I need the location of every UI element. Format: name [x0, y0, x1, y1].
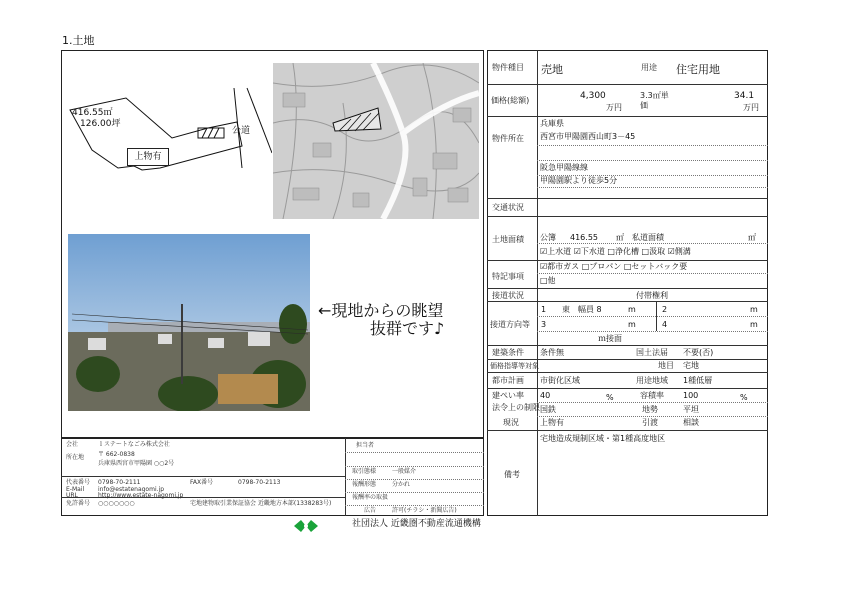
status-value: 上物有 — [540, 418, 564, 427]
company-fax-label: FAX番号 — [190, 479, 214, 486]
terrain-label: 地勢 — [642, 405, 658, 414]
road-1-width: 幅員 8 — [578, 305, 602, 314]
company-guarantee: 宅地建物取引業保証協会 近畿地方本部(1338283号) — [190, 500, 332, 507]
special-1: ☑都市ガス □プロパン □セットバック要 — [540, 262, 688, 271]
zoning-value: 1種低層 — [683, 376, 713, 385]
photo-caption-2: 抜群です♪ — [370, 319, 445, 338]
remarks-label: 備考 — [504, 470, 520, 479]
bcr-unit: % — [606, 393, 614, 402]
land-act-label: 国土法届 — [636, 348, 668, 357]
bcr-value: 40 — [540, 391, 551, 400]
private-road-label: 私道面積 — [632, 233, 664, 242]
trade-value: 一般媒介 — [392, 468, 417, 475]
utilities: ☑上水道 ☑下水道 □浄化槽 □汲取 ☑側溝 — [540, 247, 691, 256]
zoning-label: 用途地域 — [636, 376, 668, 385]
unit-price-unit: 万円 — [743, 103, 759, 112]
commission-label: 報酬形態 — [352, 481, 377, 488]
legal-value: 国鉄 — [540, 405, 556, 414]
company-name: ｌステートなごみ株式会社 — [98, 441, 170, 448]
special-label: 特記事項 — [492, 272, 524, 281]
type-label: 物件種目 — [492, 63, 524, 72]
company-tel-label: 代表番号 — [66, 479, 91, 486]
price-label: 価格(総額) — [491, 96, 530, 105]
road-2-no: 2 — [662, 305, 668, 314]
access-value: 付帯権利 — [636, 291, 668, 300]
terrain-value: 平坦 — [683, 405, 699, 414]
company-tel: 0798-70-2111 — [98, 479, 141, 486]
delivery-value: 相談 — [683, 418, 699, 427]
sketch-area-sqm: 416.55㎡ — [72, 108, 113, 118]
company-address: 兵庫県西宮市甲陽園 ○○2号 — [98, 460, 175, 467]
unit-price-value: 34.1 — [734, 91, 755, 101]
land-act-value: 不要(否) — [683, 348, 714, 357]
use-label: 用途 — [641, 63, 657, 72]
land-type-value: 宅地 — [683, 361, 699, 370]
section-title: 1.土地 — [62, 34, 95, 47]
legal-label: 法令上の制限 — [492, 403, 540, 412]
trade-label: 取引態様 — [352, 468, 377, 475]
road-1-dir: 東 — [562, 305, 570, 314]
land-sketch — [62, 58, 272, 218]
road-4-unit: m — [750, 320, 758, 329]
organization-logo-icon — [292, 518, 320, 534]
unit-price-label: 3.3㎡単価 — [640, 91, 669, 110]
address: 西宮市甲陽園西山町3－45 — [540, 132, 636, 141]
site-photo — [68, 234, 310, 411]
use-value: 住宅用地 — [676, 63, 720, 76]
road-label: 接道方向等 — [490, 320, 530, 329]
build-cond-value: 条件無 — [540, 348, 564, 357]
land-area-unit: ㎡ — [616, 233, 624, 242]
city-plan-value: 市街化区域 — [540, 376, 580, 385]
sketch-area — [72, 108, 121, 130]
company-url[interactable]: http://www.estate-nagomi.jp — [98, 492, 184, 499]
road-4-no: 4 — [662, 320, 668, 329]
road-3-unit: m — [628, 320, 636, 329]
access-label: 接道状況 — [492, 291, 524, 300]
status-label: 現況 — [503, 418, 519, 427]
sketch-building-label: 上物有 — [127, 148, 169, 166]
company-fax: 0798-70-2113 — [238, 479, 281, 486]
special-2: □他 — [540, 276, 556, 285]
company-address-label: 所在地 — [66, 454, 85, 461]
price-fix-label: 価格指導等対象 — [490, 362, 539, 370]
build-cond-label: 建築条件 — [492, 348, 524, 357]
location-label: 物件所在 — [492, 134, 524, 143]
sketch-public-road: 公道 — [232, 126, 251, 136]
sketch-area-tsubo: 126.00坪 — [80, 119, 121, 129]
bcr-label: 建ぺい率 — [492, 391, 524, 400]
footer-org: 社団法人 近畿圏不動産流通機構 — [352, 519, 481, 529]
ad-value: 許可(チラシ・新聞広告) — [392, 507, 457, 514]
land-area-public: 公簿 — [540, 233, 556, 242]
delivery-label: 引渡 — [642, 418, 658, 427]
road-1-no: 1 — [541, 305, 547, 314]
listing-table — [487, 50, 768, 516]
company-url-label: URL — [66, 492, 78, 499]
price-unit: 万円 — [606, 103, 622, 112]
company-zip: 〒 662-0838 — [98, 451, 135, 458]
photo-caption-1: ←現地からの眺望 — [318, 301, 444, 320]
type-value: 売地 — [541, 63, 563, 76]
station-distance: 甲陽園駅より徒歩5分 — [540, 176, 618, 185]
transport-label: 交通状況 — [492, 203, 524, 212]
ad-label: 広告 — [364, 507, 377, 514]
company-mail[interactable]: info@estatenagomi.jp — [98, 486, 164, 493]
far-label: 容積率 — [640, 391, 664, 400]
city-plan-label: 都市計画 — [492, 376, 524, 385]
company-name-label: 会社 — [66, 441, 79, 448]
train-line: 阪急甲陽線線 — [540, 163, 588, 172]
location-map — [273, 63, 479, 219]
land-type-label: 地目 — [658, 361, 674, 370]
far-value: 100 — [683, 391, 699, 400]
price-value: 4,300 — [580, 91, 606, 101]
road-2-unit: m — [750, 305, 758, 314]
land-area-value: 416.55 — [570, 233, 598, 242]
land-area-label: 土地面積 — [492, 235, 524, 244]
private-road-unit: ㎡ — [748, 233, 756, 242]
company-mail-label: E-Mail — [66, 486, 85, 493]
road-3-no: 3 — [541, 320, 547, 329]
company-license: ○○○○○○○ — [98, 500, 135, 507]
road-frontage: ｍ接面 — [598, 334, 622, 343]
contact-label: 担当者 — [356, 442, 375, 449]
commission-value: 分かれ — [392, 481, 411, 488]
remarks-value: 宅地造成規制区域・第1種高度地区 — [540, 434, 666, 443]
company-remarks-label: 報酬率の取扱 — [352, 494, 389, 501]
prefecture: 兵庫県 — [540, 119, 564, 128]
far-unit: % — [740, 393, 748, 402]
company-license-label: 免許番号 — [66, 500, 91, 507]
road-1-unit: m — [628, 305, 636, 314]
